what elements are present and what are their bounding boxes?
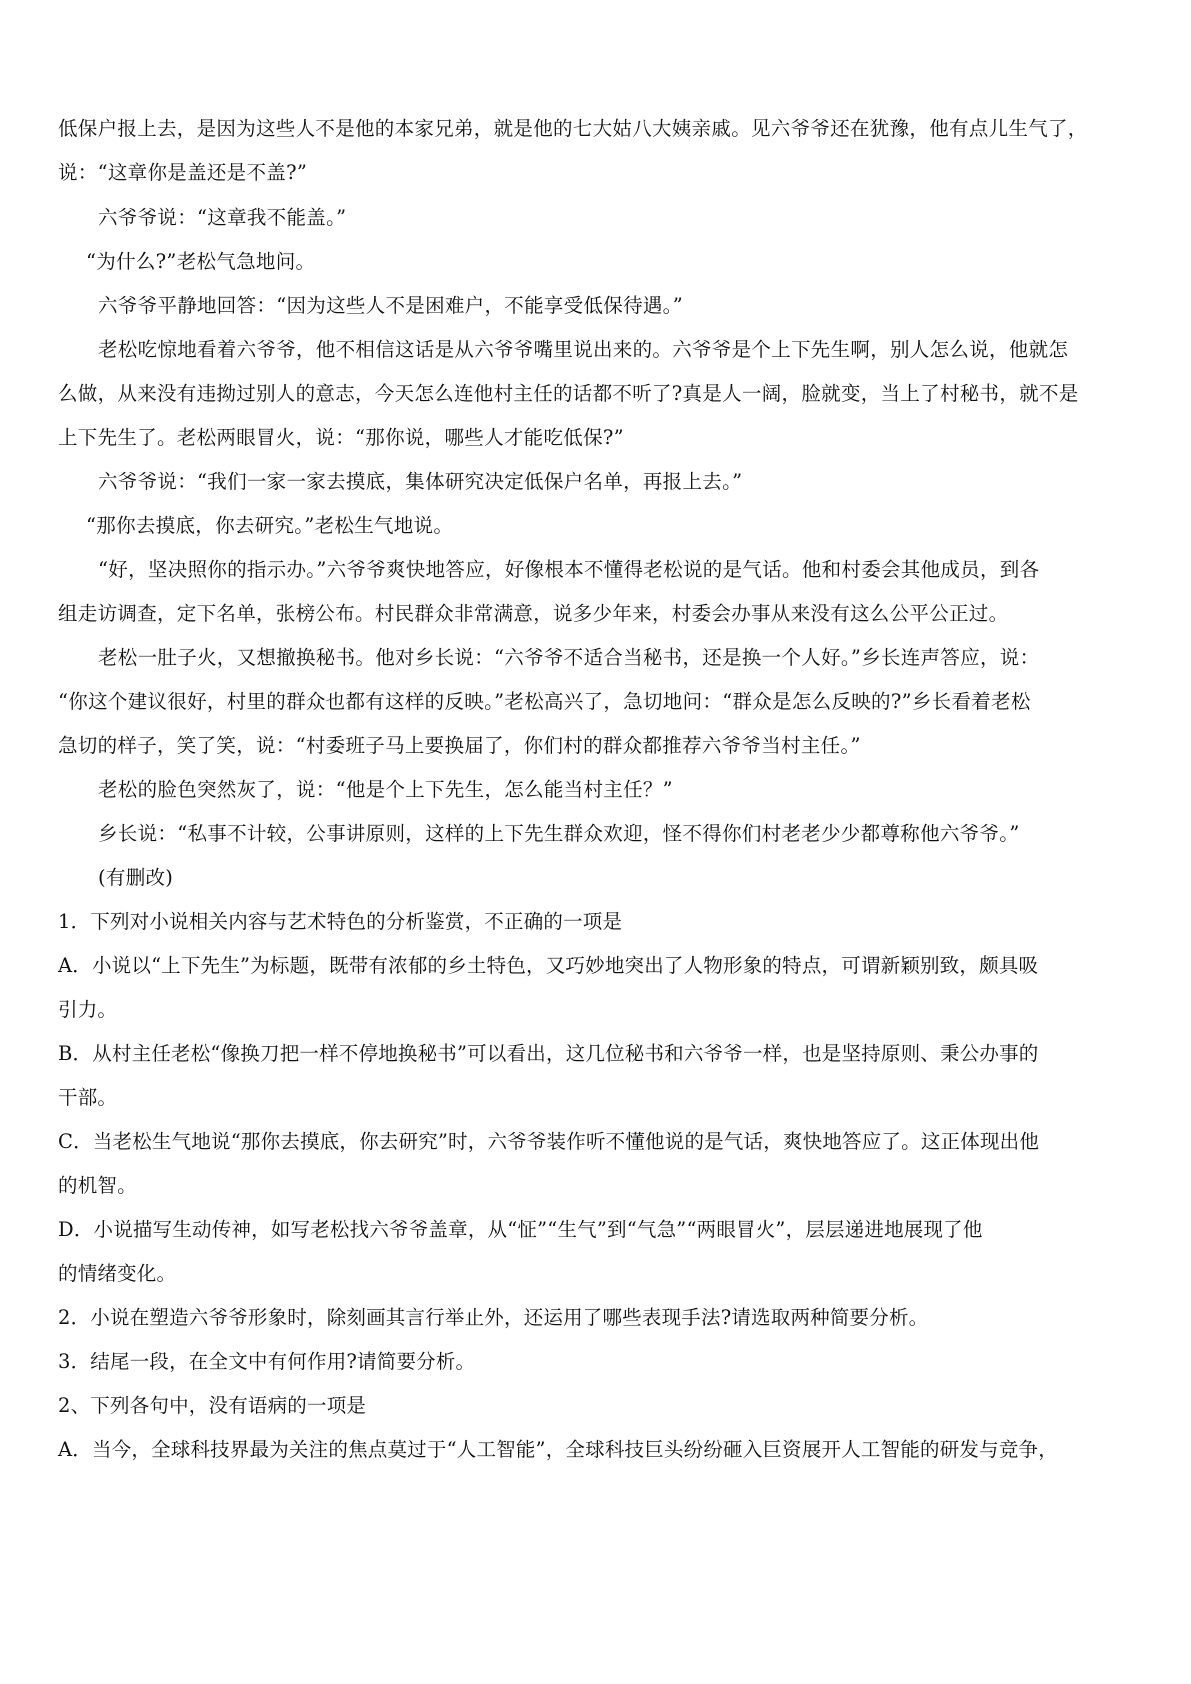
text-line: 乡长说：“私事不计较，公事讲原则，这样的上下先生群众欢迎，怪不得你们村老老少少都尊称他六爷爷。” <box>98 822 1020 845</box>
text-line: “那你去摸底，你去研究。”老松生气地说。 <box>86 514 454 537</box>
text-line: 六爷爷说：“这章我不能盖。” <box>98 206 347 229</box>
text-line: “好，坚决照你的指示办。”六爷爷爽快地答应，好像根本不懂得老松说的是气话。他和村委会其他成员，到各 <box>98 558 1040 581</box>
text-line: “你这个建议很好，村里的群众也都有这样的反映。”老松高兴了，急切地问：“群众是怎么反映的?”乡长看着老松 <box>58 690 1031 713</box>
option-c: C．当老松生气地说“那你去摸底，你去研究”时，六爷爷装作听不懂他说的是气话，爽快地答应了。这正体现出他 <box>58 1130 1040 1153</box>
question-1: 1．下列对小说相关内容与艺术特色的分析鉴赏，不正确的一项是 <box>58 910 623 933</box>
text-line: 六爷爷平静地回答：“因为这些人不是困难户，不能享受低保待遇。” <box>98 294 683 317</box>
text-line: 急切的样子，笑了笑，说：“村委班子马上要换届了，你们村的群众都推荐六爷爷当村主任。” <box>58 734 861 757</box>
section-2-question: 2、下列各句中，没有语病的一项是 <box>58 1394 367 1417</box>
text-line: 引力。 <box>58 998 118 1021</box>
text-line: 干部。 <box>58 1086 118 1109</box>
text-line: “为什么?”老松气急地问。 <box>86 250 316 273</box>
text-line: 老松吃惊地看着六爷爷，他不相信这话是从六爷爷嘴里说出来的。六爷爷是个上下先生啊，别人怎么说，他就怎 <box>98 338 1069 361</box>
text-line: 说：“这章你是盖还是不盖?” <box>58 161 308 184</box>
text-line: 组走访调查，定下名单，张榜公布。村民群众非常满意，说多少年来，村委会办事从来没有这么公平公正过。 <box>58 602 1009 625</box>
text-line: 六爷爷说：“我们一家一家去摸底，集体研究决定低保户名单，再报上去。” <box>98 470 743 493</box>
question-3: 3．结尾一段，在全文中有何作用?请简要分析。 <box>58 1350 476 1373</box>
option-a: A．小说以“上下先生”为标题，既带有浓郁的乡土特色，又巧妙地突出了人物形象的特点，可谓新颖别致，颇具吸 <box>58 954 1039 977</box>
text-line: (有删改) <box>98 866 174 889</box>
text-line: 么做，从来没有违拗过别人的意志，今天怎么连他村主任的话都不听了?真是人一阔，脸就变，当上了村秘书，就不是 <box>58 382 1079 405</box>
question-2: 2．小说在塑造六爷爷形象时，除刻画其言行举止外，还运用了哪些表现手法?请选取两种简要分析。 <box>58 1306 929 1329</box>
text-line: 老松一肚子火，又想撤换秘书。他对乡长说：“六爷爷不适合当秘书，还是换一个人好。”乡长连声答应，说： <box>98 646 1040 669</box>
text-line: 的情绪变化。 <box>58 1262 177 1285</box>
option-a: A．当今，全球科技界最为关注的焦点莫过于“人工智能”，全球科技巨头纷纷砸入巨资展开人工智能的研发与竞争， <box>58 1438 1058 1461</box>
option-b: B．从村主任老松“像换刀把一样不停地换秘书”可以看出，这几位秘书和六爷爷一样，也是坚持原则、秉公办事的 <box>58 1042 1039 1065</box>
option-d: D．小说描写生动传神，如写老松找六爷爷盖章，从“怔”“生气”到“气急”“两眼冒火”，层层递进地展现了他 <box>58 1218 983 1241</box>
text-line: 的机智。 <box>58 1174 137 1197</box>
text-line: 低保户报上去，是因为这些人不是他的本家兄弟，就是他的七大姑八大姨亲戚。见六爷爷还在犹豫，他有点儿生气了， <box>58 117 1088 140</box>
text-line: 上下先生了。老松两眼冒火，说：“那你说，哪些人才能吃低保?” <box>58 426 624 449</box>
text-line: 老松的脸色突然灰了，说：“他是个上下先生，怎么能当村主任？” <box>98 778 673 801</box>
